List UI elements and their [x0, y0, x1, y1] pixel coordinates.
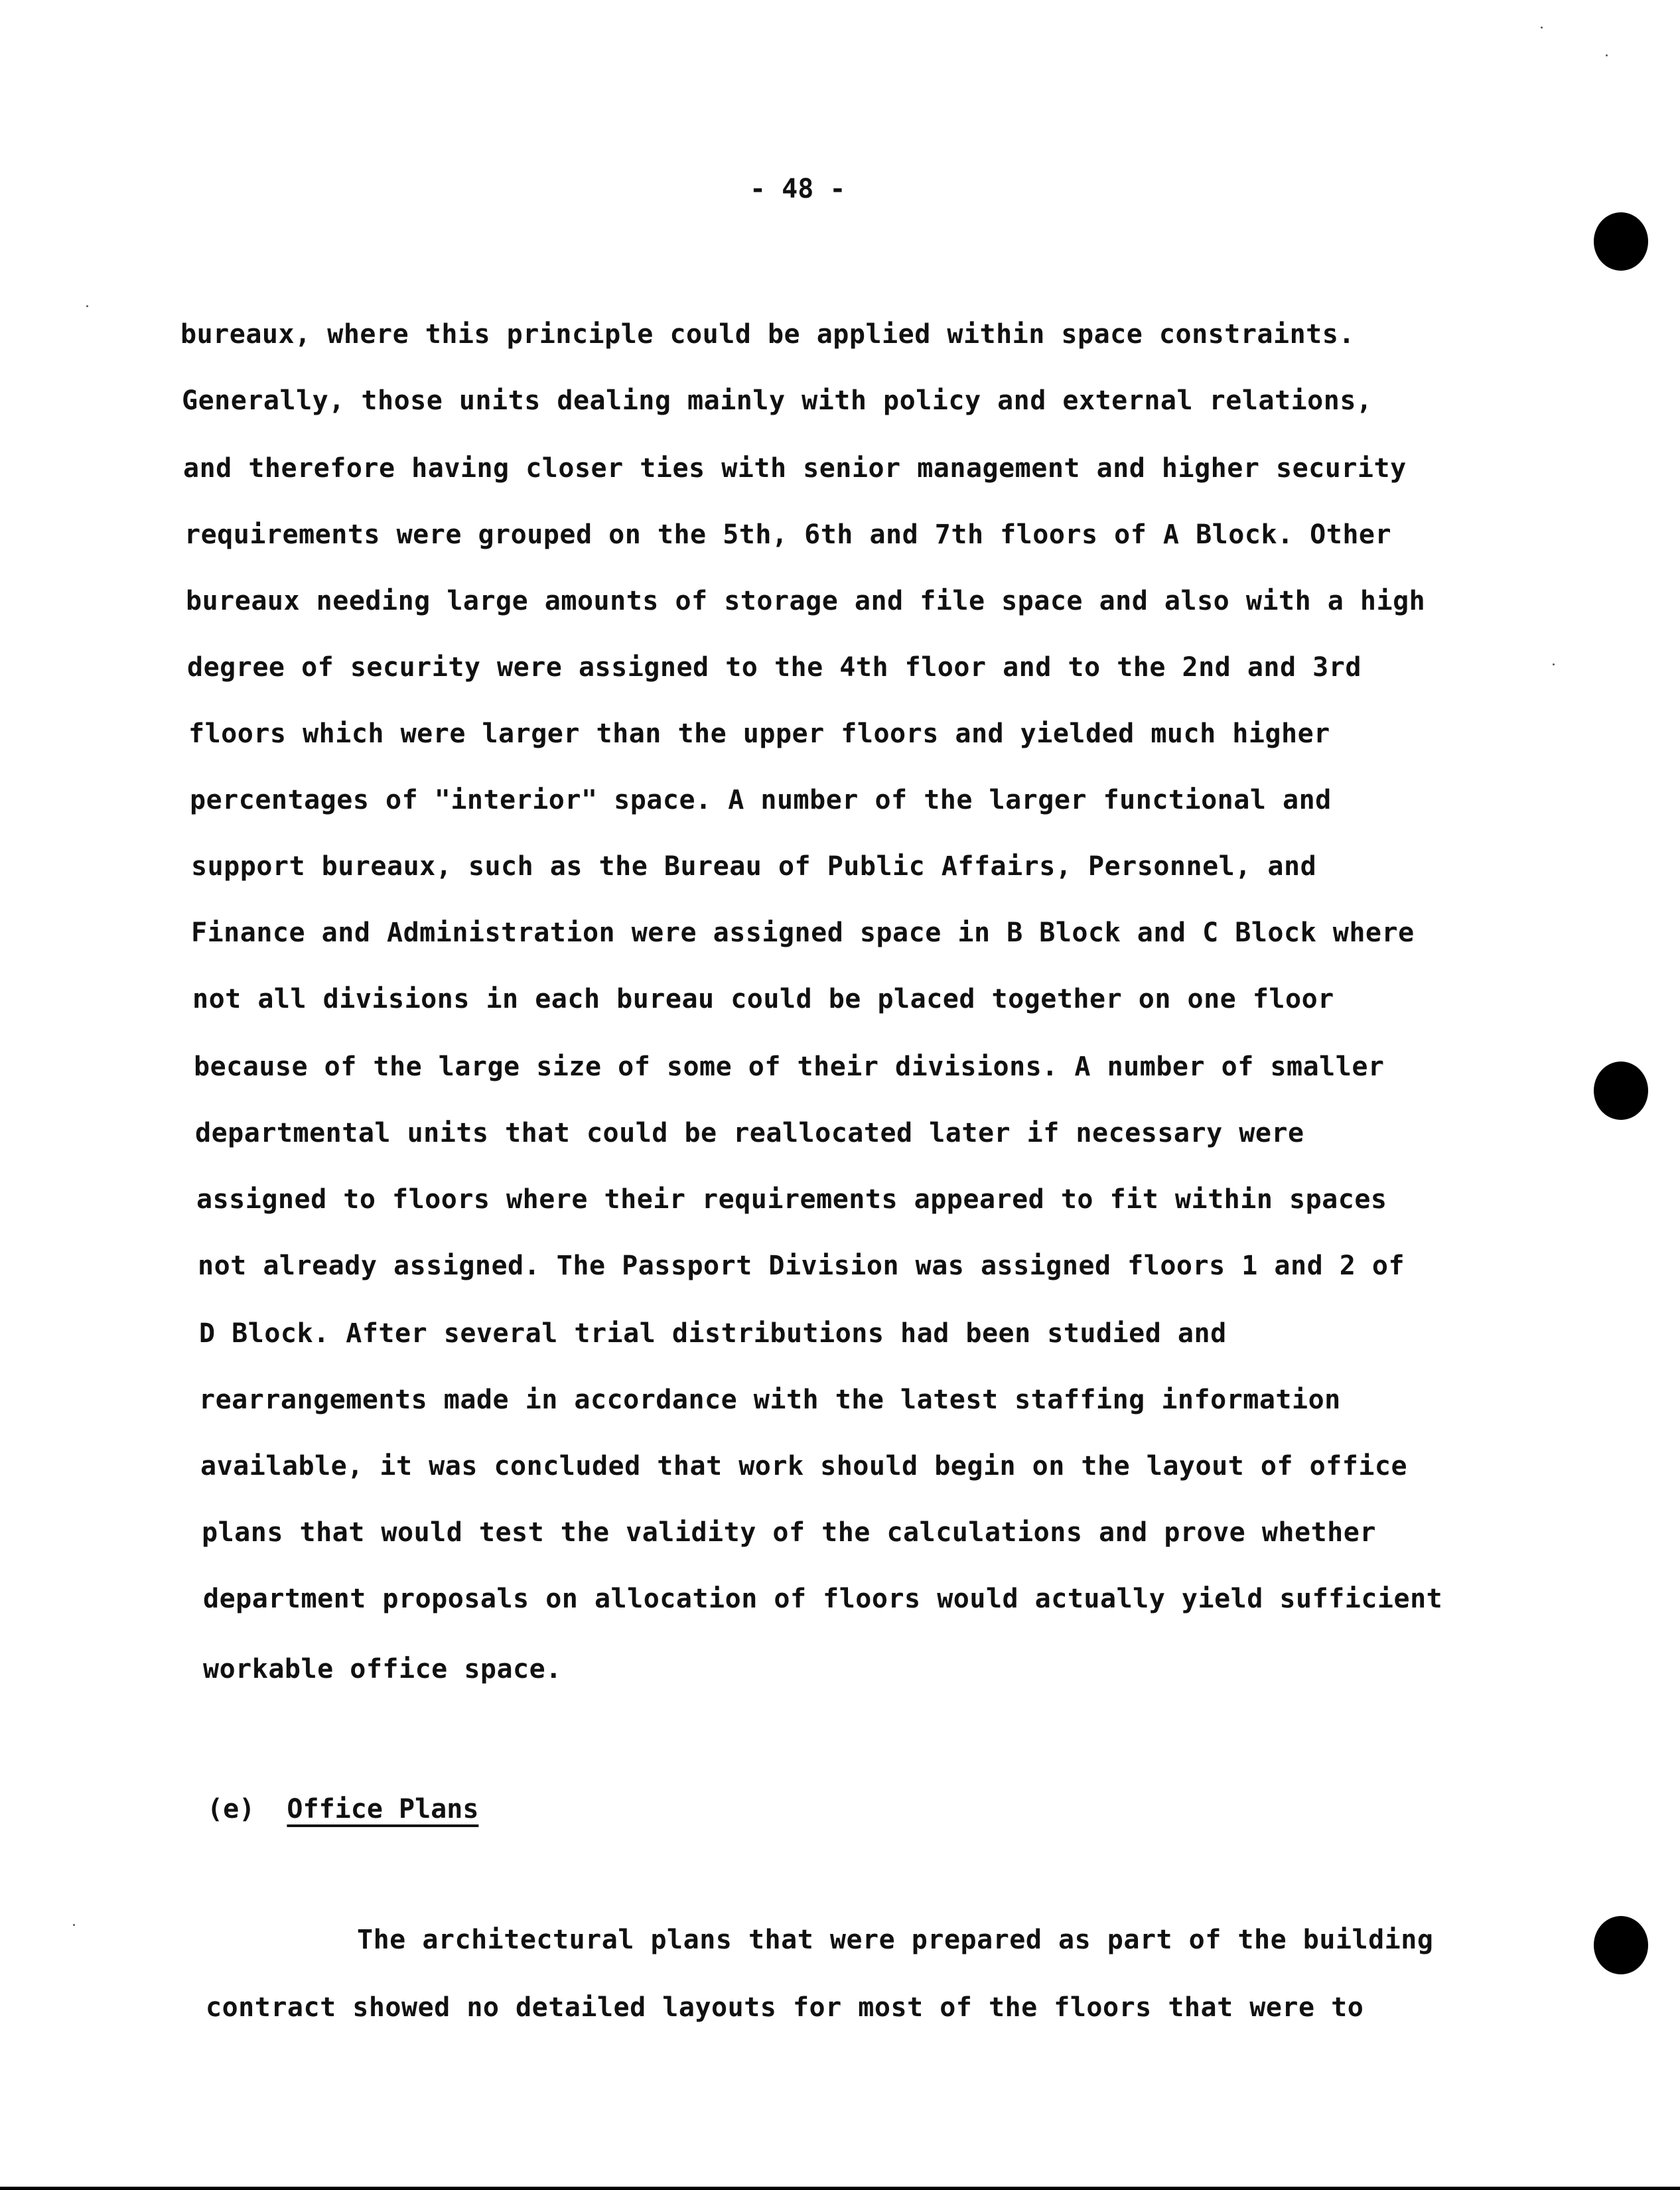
scan-speck [73, 1924, 75, 1926]
text-line: assigned to floors where their requirements appeared to fit within spaces [196, 1184, 1387, 1215]
text-line: The architectural plans that were prepared as part of the building [357, 1925, 1434, 1955]
punch-hole-middle [1594, 1061, 1648, 1120]
text-line: D Block. After several trial distributions had been studied and [199, 1318, 1227, 1349]
text-line: rearrangements made in accordance with the latest staffing information [199, 1385, 1341, 1415]
scan-speck [86, 305, 88, 307]
punch-hole-top [1594, 212, 1648, 271]
text-line: requirements were grouped on the 5th, 6th and 7th floors of A Block. Other [184, 519, 1392, 550]
scan-speck [1541, 27, 1543, 29]
page-number: - 48 - [750, 174, 846, 204]
text-line: not already assigned. The Passport Division was assigned floors 1 and 2 of [198, 1251, 1405, 1281]
text-line: contract showed no detailed layouts for most of the floors that were to [206, 1992, 1364, 2023]
text-line: departmental units that could be reallocated later if necessary were [195, 1118, 1304, 1148]
text-line: not all divisions in each bureau could be placed together on one floor [192, 984, 1334, 1014]
text-line: workable office space. [203, 1654, 562, 1684]
scan-speck [1606, 54, 1608, 56]
punch-hole-bottom [1594, 1916, 1648, 1974]
text-line: available, it was concluded that work should begin on the layout of office [200, 1451, 1408, 1481]
text-line: and therefore having closer ties with senior management and higher security [183, 453, 1407, 484]
scan-speck [1553, 663, 1555, 665]
text-line: bureaux needing large amounts of storage and file space and also with a high [186, 586, 1426, 616]
text-line: bureaux, where this principle could be applied within space constraints. [180, 319, 1355, 350]
text-line: floors which were larger than the upper floors and yielded much higher [188, 719, 1330, 749]
scan-edge-rule [0, 2187, 1680, 2190]
text-line: percentages of "interior" space. A number of the larger functional and [190, 785, 1332, 815]
section-title: Office Plans [287, 1794, 479, 1824]
section-marker: (e) [207, 1794, 255, 1824]
text-line: degree of security were assigned to the 4th floor and to the 2nd and 3rd [187, 652, 1362, 683]
text-line: plans that would test the validity of the calculations and prove whether [202, 1517, 1376, 1548]
text-line: Generally, those units dealing mainly with policy and external relations, [182, 385, 1373, 416]
text-line: department proposals on allocation of floors would actually yield sufficient [203, 1584, 1443, 1614]
text-line: support bureaux, such as the Bureau of Public Affairs, Personnel, and [191, 851, 1317, 882]
text-line: because of the large size of some of their divisions. A number of smaller [194, 1052, 1385, 1082]
text-line: Finance and Administration were assigned space in B Block and C Block where [191, 918, 1415, 948]
